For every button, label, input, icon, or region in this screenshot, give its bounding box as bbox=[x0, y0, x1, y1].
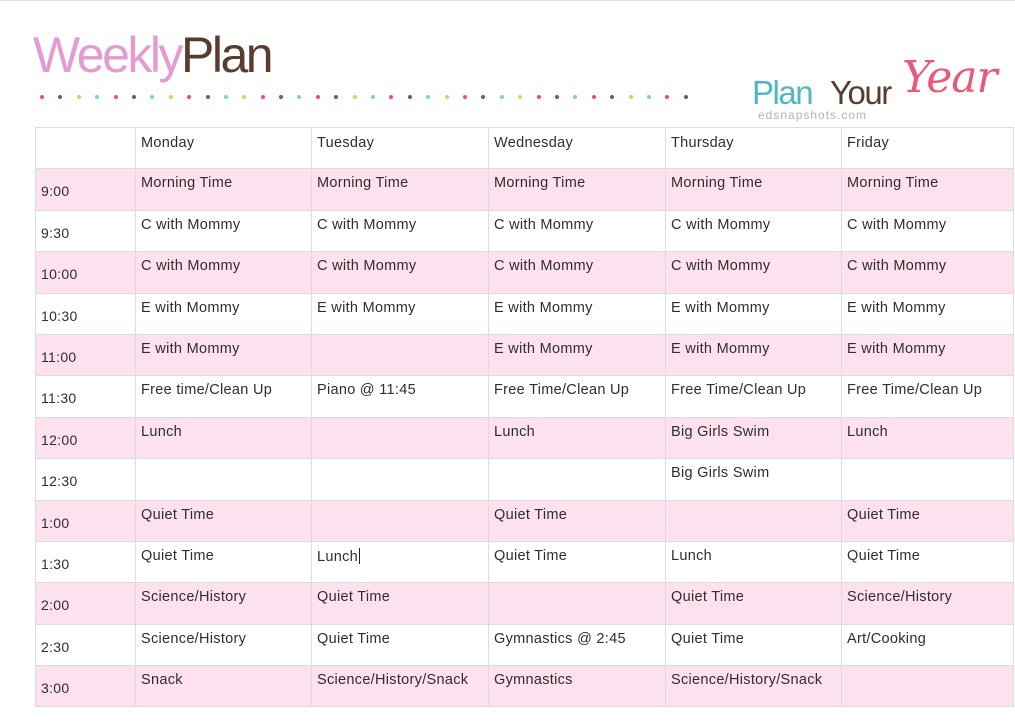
cell-text: E with Mommy bbox=[847, 299, 946, 316]
schedule-cell[interactable] bbox=[666, 169, 842, 210]
schedule-cell[interactable] bbox=[136, 169, 312, 210]
table-row bbox=[36, 541, 1014, 582]
dot bbox=[665, 95, 669, 99]
table-row bbox=[36, 376, 1014, 417]
cell-text: Science/History/Snack bbox=[671, 672, 823, 689]
cell-text: C with Mommy bbox=[317, 216, 417, 233]
dot bbox=[481, 95, 485, 99]
table-row bbox=[36, 666, 1014, 707]
top-border bbox=[0, 0, 1015, 1]
schedule-cell[interactable] bbox=[136, 583, 312, 624]
schedule-cell[interactable] bbox=[666, 624, 842, 665]
corner-cell[interactable] bbox=[36, 128, 136, 169]
time-cell[interactable]: 2:30 bbox=[36, 624, 136, 665]
cell-text: Morning Time bbox=[317, 175, 409, 192]
schedule-cell[interactable] bbox=[666, 459, 842, 500]
cell-text: Science/History bbox=[141, 589, 247, 606]
day-header[interactable]: Friday bbox=[842, 128, 1014, 169]
cell-text: Lunch bbox=[847, 423, 889, 440]
schedule-cell[interactable] bbox=[666, 541, 842, 582]
schedule-cell[interactable] bbox=[312, 583, 489, 624]
brand-site: edsnapshots.com bbox=[758, 108, 868, 122]
table-row bbox=[36, 417, 1014, 458]
cell-text: Big Girls Swim bbox=[671, 423, 770, 440]
dot bbox=[334, 95, 338, 99]
cell-text: Quiet Time bbox=[494, 547, 568, 564]
cell-text: Free Time/Clean Up bbox=[671, 382, 807, 399]
dot bbox=[371, 95, 375, 99]
brand-year: Year bbox=[902, 52, 997, 103]
schedule-cell[interactable] bbox=[489, 334, 666, 375]
schedule-cell[interactable] bbox=[842, 666, 1014, 707]
cell-text: C with Mommy bbox=[494, 258, 594, 275]
schedule-cell[interactable] bbox=[489, 417, 666, 458]
cell-text: Free Time/Clean Up bbox=[847, 382, 983, 399]
schedule-cell[interactable] bbox=[136, 459, 312, 500]
schedule-cell[interactable] bbox=[136, 624, 312, 665]
schedule-cell[interactable] bbox=[842, 583, 1014, 624]
schedule-cell[interactable] bbox=[136, 334, 312, 375]
cell-text: Morning Time bbox=[671, 175, 763, 192]
schedule-cell[interactable] bbox=[489, 583, 666, 624]
schedule-cell[interactable] bbox=[666, 666, 842, 707]
table-row bbox=[36, 252, 1014, 293]
dot bbox=[95, 95, 99, 99]
table-row bbox=[36, 500, 1014, 541]
dot bbox=[592, 95, 596, 99]
schedule-cell[interactable] bbox=[136, 210, 312, 251]
cell-text: E with Mommy bbox=[317, 299, 416, 316]
schedule-table bbox=[35, 127, 1014, 707]
time-cell[interactable]: 11:00 bbox=[36, 334, 136, 375]
cell-text: C with Mommy bbox=[141, 258, 241, 275]
text-caret bbox=[359, 548, 360, 564]
dot bbox=[518, 95, 522, 99]
dot bbox=[224, 95, 228, 99]
cell-text: Quiet Time bbox=[494, 506, 568, 523]
schedule-cell[interactable] bbox=[136, 417, 312, 458]
table-row bbox=[36, 583, 1014, 624]
dot bbox=[132, 95, 136, 99]
cell-text: Morning Time bbox=[847, 175, 939, 192]
title-plan: Plan bbox=[181, 27, 272, 83]
cell-text: E with Mommy bbox=[671, 299, 770, 316]
cell-text: C with Mommy bbox=[847, 258, 947, 275]
cell-text: Lunch bbox=[671, 547, 713, 564]
cell-text: Science/History bbox=[847, 589, 953, 606]
schedule-cell[interactable] bbox=[312, 500, 489, 541]
schedule-cell[interactable] bbox=[136, 541, 312, 582]
cell-text: Snack bbox=[141, 672, 183, 689]
cell-text: Science/History bbox=[141, 630, 247, 647]
cell-text: C with Mommy bbox=[141, 216, 241, 233]
title-weekly: Weekly bbox=[33, 27, 182, 83]
dot bbox=[573, 95, 577, 99]
cell-text: E with Mommy bbox=[141, 340, 240, 357]
cell-text: E with Mommy bbox=[671, 340, 770, 357]
day-header[interactable]: Tuesday bbox=[312, 128, 489, 169]
schedule-cell[interactable] bbox=[842, 459, 1014, 500]
dot bbox=[242, 95, 246, 99]
schedule-cell[interactable] bbox=[666, 210, 842, 251]
schedule-cell[interactable] bbox=[136, 293, 312, 334]
schedule-cell[interactable] bbox=[489, 210, 666, 251]
cell-text: Quiet Time bbox=[141, 506, 215, 523]
schedule-cell[interactable] bbox=[489, 252, 666, 293]
decorative-dots bbox=[40, 95, 702, 99]
dot bbox=[58, 95, 62, 99]
time-cell[interactable]: 1:00 bbox=[36, 500, 136, 541]
time-cell[interactable]: 11:30 bbox=[36, 376, 136, 417]
schedule-cell[interactable] bbox=[312, 624, 489, 665]
time-cell[interactable]: 10:30 bbox=[36, 293, 136, 334]
dot bbox=[297, 95, 301, 99]
table-row bbox=[36, 169, 1014, 210]
schedule-cell[interactable] bbox=[312, 417, 489, 458]
schedule-cell[interactable] bbox=[842, 541, 1014, 582]
cell-text: Morning Time bbox=[494, 175, 586, 192]
cell-text: Quiet Time bbox=[317, 630, 391, 647]
cell-text: Big Girls Swim bbox=[671, 465, 770, 482]
cell-text: Gymnastics @ 2:45 bbox=[494, 630, 626, 647]
cell-text: Lunch bbox=[317, 548, 359, 565]
schedule-cell[interactable] bbox=[842, 169, 1014, 210]
table-row bbox=[36, 210, 1014, 251]
dot bbox=[150, 95, 154, 99]
schedule-cell[interactable] bbox=[489, 624, 666, 665]
schedule-cell[interactable] bbox=[489, 500, 666, 541]
time-cell[interactable]: 9:30 bbox=[36, 210, 136, 251]
schedule-cell[interactable] bbox=[666, 252, 842, 293]
schedule-cell[interactable] bbox=[489, 666, 666, 707]
cell-text: Science/History/Snack bbox=[317, 672, 469, 689]
cell-text: Free time/Clean Up bbox=[141, 382, 273, 399]
cell-text: Art/Cooking bbox=[847, 630, 927, 647]
cell-text: Piano @ 11:45 bbox=[317, 382, 416, 399]
dot bbox=[610, 95, 614, 99]
dot bbox=[261, 95, 265, 99]
cell-text: E with Mommy bbox=[847, 340, 946, 357]
cell-text: E with Mommy bbox=[141, 299, 240, 316]
cell-text: C with Mommy bbox=[671, 258, 771, 275]
cell-text: E with Mommy bbox=[494, 340, 593, 357]
schedule-cell[interactable] bbox=[312, 459, 489, 500]
dot bbox=[426, 95, 430, 99]
schedule-cell[interactable] bbox=[312, 666, 489, 707]
table-row bbox=[36, 334, 1014, 375]
schedule-cell[interactable] bbox=[312, 252, 489, 293]
dot bbox=[353, 95, 357, 99]
time-cell[interactable]: 12:00 bbox=[36, 417, 136, 458]
time-cell[interactable]: 12:30 bbox=[36, 459, 136, 500]
cell-text: Gymnastics bbox=[494, 672, 573, 689]
dot bbox=[408, 95, 412, 99]
cell-text: E with Mommy bbox=[494, 299, 593, 316]
brand-plan: Plan bbox=[752, 74, 813, 111]
time-cell[interactable]: 2:00 bbox=[36, 583, 136, 624]
schedule-cell[interactable] bbox=[666, 376, 842, 417]
schedule-cell[interactable] bbox=[666, 334, 842, 375]
cell-text: Quiet Time bbox=[317, 589, 391, 606]
schedule-cell[interactable] bbox=[842, 252, 1014, 293]
schedule-cell[interactable] bbox=[312, 334, 489, 375]
cell-text: Quiet Time bbox=[141, 547, 215, 564]
schedule-cell[interactable] bbox=[842, 624, 1014, 665]
schedule-cell[interactable] bbox=[489, 169, 666, 210]
cell-text: Lunch bbox=[141, 423, 183, 440]
cell-text: Morning Time bbox=[141, 175, 233, 192]
table-row bbox=[36, 459, 1014, 500]
time-cell[interactable]: 1:30 bbox=[36, 541, 136, 582]
schedule-cell[interactable] bbox=[666, 500, 842, 541]
dot bbox=[169, 95, 173, 99]
schedule-cell[interactable] bbox=[842, 210, 1014, 251]
schedule-cell[interactable] bbox=[312, 293, 489, 334]
schedule-cell[interactable] bbox=[666, 417, 842, 458]
schedule-cell[interactable] bbox=[136, 500, 312, 541]
dot bbox=[445, 95, 449, 99]
day-header[interactable]: Wednesday bbox=[489, 128, 666, 169]
dot bbox=[555, 95, 559, 99]
schedule-cell[interactable] bbox=[136, 376, 312, 417]
cell-text: C with Mommy bbox=[671, 216, 771, 233]
cell-text: Quiet Time bbox=[847, 547, 921, 564]
header-row bbox=[36, 128, 1014, 169]
cell-text: Quiet Time bbox=[671, 630, 745, 647]
schedule-cell[interactable] bbox=[312, 541, 489, 582]
schedule-cell[interactable] bbox=[842, 293, 1014, 334]
schedule-cell[interactable] bbox=[136, 666, 312, 707]
cell-text: Quiet Time bbox=[847, 506, 921, 523]
table-row bbox=[36, 293, 1014, 334]
cell-text: C with Mommy bbox=[847, 216, 947, 233]
time-cell[interactable]: 9:00 bbox=[36, 169, 136, 210]
dot bbox=[206, 95, 210, 99]
dot bbox=[40, 95, 44, 99]
schedule-cell[interactable] bbox=[489, 541, 666, 582]
time-cell[interactable]: 10:00 bbox=[36, 252, 136, 293]
brand-your: Your bbox=[830, 74, 891, 111]
cell-text: Lunch bbox=[494, 423, 536, 440]
day-header[interactable]: Monday bbox=[136, 128, 312, 169]
cell-text: Quiet Time bbox=[671, 589, 745, 606]
schedule-cell[interactable] bbox=[489, 376, 666, 417]
dot bbox=[187, 95, 191, 99]
dot bbox=[629, 95, 633, 99]
cell-text: Free Time/Clean Up bbox=[494, 382, 630, 399]
table-row bbox=[36, 624, 1014, 665]
schedule-cell[interactable] bbox=[489, 293, 666, 334]
brand-logo bbox=[752, 52, 1014, 124]
schedule-cell[interactable] bbox=[842, 417, 1014, 458]
schedule-cell[interactable] bbox=[842, 376, 1014, 417]
dot bbox=[114, 95, 118, 99]
dot bbox=[463, 95, 467, 99]
day-header[interactable]: Thursday bbox=[666, 128, 842, 169]
schedule-cell[interactable] bbox=[842, 500, 1014, 541]
schedule-cell[interactable] bbox=[489, 459, 666, 500]
dot bbox=[500, 95, 504, 99]
dot bbox=[389, 95, 393, 99]
schedule-cell[interactable] bbox=[666, 583, 842, 624]
dot bbox=[316, 95, 320, 99]
time-cell[interactable]: 3:00 bbox=[36, 666, 136, 707]
cell-text: C with Mommy bbox=[494, 216, 594, 233]
dot bbox=[647, 95, 651, 99]
schedule-cell[interactable] bbox=[312, 210, 489, 251]
schedule-cell[interactable] bbox=[136, 252, 312, 293]
schedule-cell[interactable] bbox=[312, 169, 489, 210]
schedule-cell[interactable] bbox=[312, 376, 489, 417]
schedule-cell[interactable] bbox=[666, 293, 842, 334]
dot bbox=[684, 95, 688, 99]
dot bbox=[279, 95, 283, 99]
dot bbox=[77, 95, 81, 99]
schedule-cell[interactable] bbox=[842, 334, 1014, 375]
cell-text: C with Mommy bbox=[317, 258, 417, 275]
dot bbox=[537, 95, 541, 99]
page-title bbox=[33, 27, 272, 83]
